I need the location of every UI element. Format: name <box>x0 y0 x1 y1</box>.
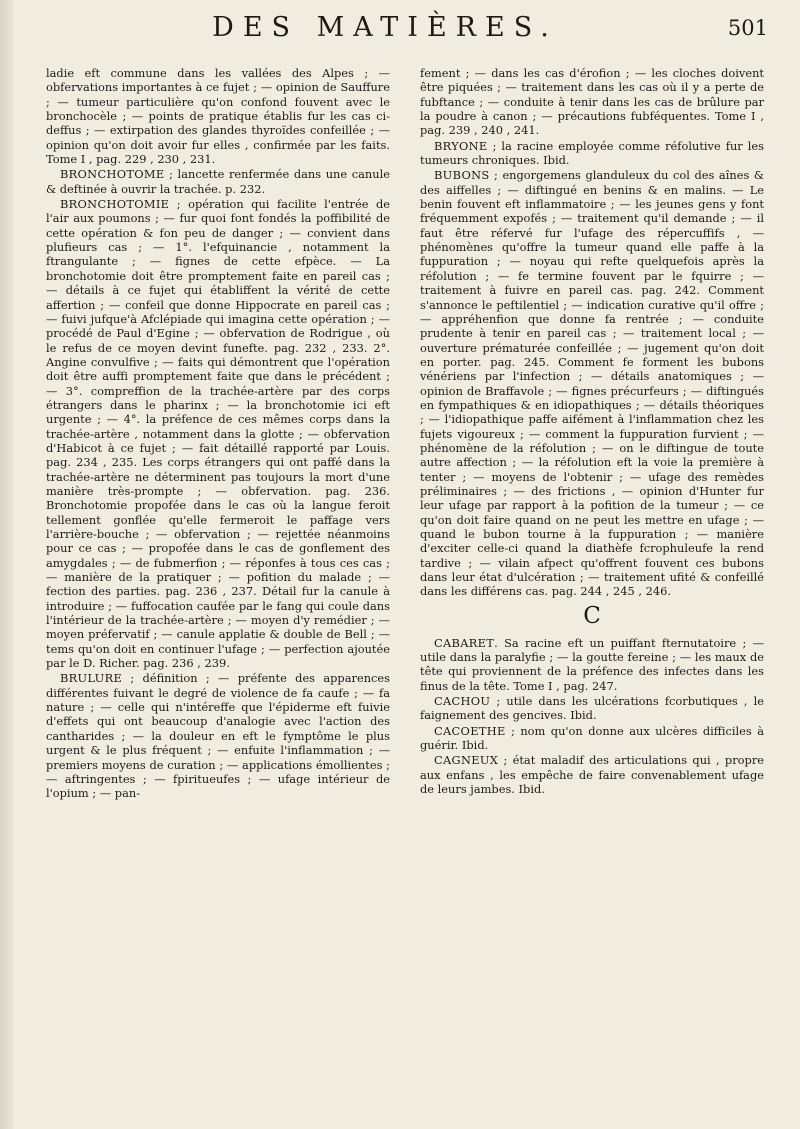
entry-text: fement ; — dans les cas d'érofion ; — les cloches doivent être piquées ; — traitement dans les cas où il y a perte de fubftance ; — conduite à tenir dans les cas de brûlure par la poudre à canon ; — précautions fubféquentes. Tome I , pag. 239 , 240 , 241. <box>420 66 764 138</box>
entry-text: ; la racine employée comme réfolutive fur les tumeurs chroniques. Ibid. <box>420 138 764 168</box>
index-entry <box>420 636 764 693</box>
right-column <box>420 66 764 797</box>
entry-headword: BUBONS <box>434 168 490 183</box>
entry-headword: CACHOU <box>434 694 491 709</box>
index-entry <box>420 168 764 598</box>
entry-text: ; utile dans les ulcérations fcorbutiques , le faignement des gencives. Ibid. <box>420 694 764 723</box>
index-entry <box>46 671 390 800</box>
entry-headword: BRYONE <box>434 138 488 153</box>
entry-headword: CACOETHE <box>434 723 506 738</box>
index-entry <box>46 197 390 670</box>
index-entry <box>420 139 764 168</box>
section-letter: C <box>583 602 601 629</box>
entry-text: ; engorgemens glanduleux du col des aînes & des aiffelles ; — diftingué en benins & en malins. — Le benin fouvent eft inflammatoire ; — les jeunes gens y font fréquemment expofés ; — traitement qu'il demande ; — il faut être réfervé fur l'ufage des répercuffifs , — phénomènes qu'offre la tumeur quand elle paffe à la fuppuration ; — noyau qui refte quelquefois après la réfolution ; — fe termine fouvent par le fquirre ; — traitement à fuivre en pareil cas. pag. 242. Comment s'annonce le peftilentiel ; — indication curative qu'il offre ; — appréhenfion que donne fa rentrée ; — conduite prudente à tenir en pareil cas ; — traitement local ; — ouverture prématurée confeillée ; — jugement qu'on doit en porter. pag. 245. Comment fe forment les bubons vénériens par l'infection ; — détails anatomiques ; — opinion de Braffavole ; — fignes précurfeurs ; — diftingués en fympathiques & en idiopathiques ; — détails théoriques ; — l'idiopathique paffe aifément à l'inflammation chez les fujets vigoureux ; — comment la fuppuration furvient ; — phénomène de la réfolution ; — on le diftingue de toute autre affection ; — la réfolution eft la voie la première à tenter ; — moyens de l'obtenir ; — ufage des remèdes préliminaires ; — des frictions , — opinion d'Hunter fur leur ufage par rapport à la pofition de la tumeur ; — ce qu'on doit faire quand on ne peut les mettre en ufage ; — quand le bubon tourne à la fuppuration ; — manière d'exciter celle-ci quand la diathèfe fcrophuleufe la rend tardive ; — vilain afpect qu'offrent fouvent ces bubons dans leur état d'ulcération ; — traitement ufité & confeillé dans les différens cas. pag. 244 , 245 , 246. <box>420 168 764 599</box>
entry-headword: CABARET <box>434 635 495 650</box>
entry-headword: CAGNEUX <box>434 753 499 768</box>
entry-continuation <box>420 66 764 138</box>
entry-headword: BRONCHOTOMIE <box>60 197 170 212</box>
entry-text: ; état maladif des articulations qui , propre aux enfans , les empêche de faire convenablement ufage de leurs jambes. Ibid. <box>420 753 764 797</box>
entry-text: . Sa racine eft un puiffant fternutatoire ; — utile dans la paralyfie ; — la goutte fereine ; — les maux de tête qui proviennent de la préfence des infectes dans les finus de la tête. Tome I , pag. 247. <box>420 635 764 693</box>
left-column <box>46 66 390 801</box>
entry-text: ladie eft commune dans les vallées des Alpes ; — obfervations importantes à ce fujet ; — opinion de Sauffure ; — tumeur particulière qu'on confond fouvent avec le bronchocèle ; — points de pratique établis fur les cas ci-deffus ; — extirpation des glandes thyroïdes confeillée ; — opinion qu'on doit avoir fur elles , confirmée par les faits. Tome I , pag. 229 , 230 , 231. <box>46 66 390 167</box>
running-title: DES MATIÈRES. <box>212 12 558 43</box>
entry-text: ; définition ; — préfente des apparences différentes fuivant le degré de violence de fa caufe ; — fa nature ; — celle qui n'intéreffe que l'épiderme eft fuivie d'effets qui ont beaucoup d'analogie avec l'action des cantharides ; — la douleur en eft le fymptôme le plus urgent & le plus fréquent ; — enfuite l'inflammation ; — premiers moyens de curation ; — applications émollientes ; — aftringentes ; — fpiritueufes ; — ufage intérieur de l'opium ; — pan- <box>46 671 390 801</box>
index-entry <box>420 753 764 796</box>
entry-text: ; opération qui facilite l'entrée de l'air aux poumons ; — fur quoi font fondés la poffibilité de cette opération & fon peu de danger ; — convient dans plufieurs cas ; — 1°. l'efquinancie , notamment la ftrangulante ; — fignes de cette efpèce. — La bronchotomie doit être promptement faite en pareil cas ; — détails à ce fujet qui établiffent la vérité de cette affertion ; — confeil que donne Hippocrate en pareil cas ; — fuivi jufque'à Afclépiade qui imagina cette opération ; — procédé de Paul d'Egine ; — obfervation de Rodrigue , où le refus de ce moyen devint funefte. pag. 232 , 233. 2°. Angine convulfive ; — faits qui démontrent que l'opération doit être auffi promptement faite que dans le précédent ; — 3°. compreffion de la trachée-artère par des corps étrangers dans le pharinx ; — la bronchotomie ici eft urgente ; — 4°. la préfence de ces mêmes corps dans la trachée-artère , notamment dans la glotte ; — obfervation d'Habicot à ce fujet ; — fait détaillé rapporté par Louis. pag. 234 , 235. Les corps étrangers qui ont paffé dans la trachée-artère ne déterminent pas toujours la mort d'une manière très-prompte ; — obfervation. pag. 236. Bronchotomie propofée dans le cas où la langue feroit tellement gonflée qu'elle fermeroit le paffage vers l'arrière-bouche ; — obfervation ; — rejettée néanmoins pour ce cas ; — propofée dans le cas de gonflement des amygdales ; — de fubmerfion ; — réponfes à tous ces cas ; — manière de la pratiquer ; — pofition du malade ; — fection des parties. pag. 236 , 237. Détail fur la canule à introduire ; — fuffocation caufée par le fang qui coule dans l'intérieur de la trachée-artère ; — moyen d'y remédier ; — moyen préfervatif ; — canule applatie & double de Bell ; — tems qu'on doit en continuer l'ufage ; — perfection ajoutée par le D. Richer. pag. 236 , 239. <box>46 197 390 671</box>
page-number: 501 <box>727 16 768 40</box>
page-header <box>0 12 800 56</box>
index-entry <box>420 694 764 723</box>
entry-text: ; lancette renfermée dans une canule & deftinée à ouvrir la trachée. p. 232. <box>46 167 390 196</box>
entry-headword: BRONCHOTOME <box>60 167 165 182</box>
entry-text: ; nom qu'on donne aux ulcères difficiles à guérir. Ibid. <box>420 723 764 753</box>
index-entry <box>420 724 764 753</box>
page-edge-shadow <box>0 0 14 1129</box>
entry-continuation <box>46 66 390 166</box>
index-entry <box>46 167 390 196</box>
entry-headword: BRULURE <box>60 671 123 686</box>
